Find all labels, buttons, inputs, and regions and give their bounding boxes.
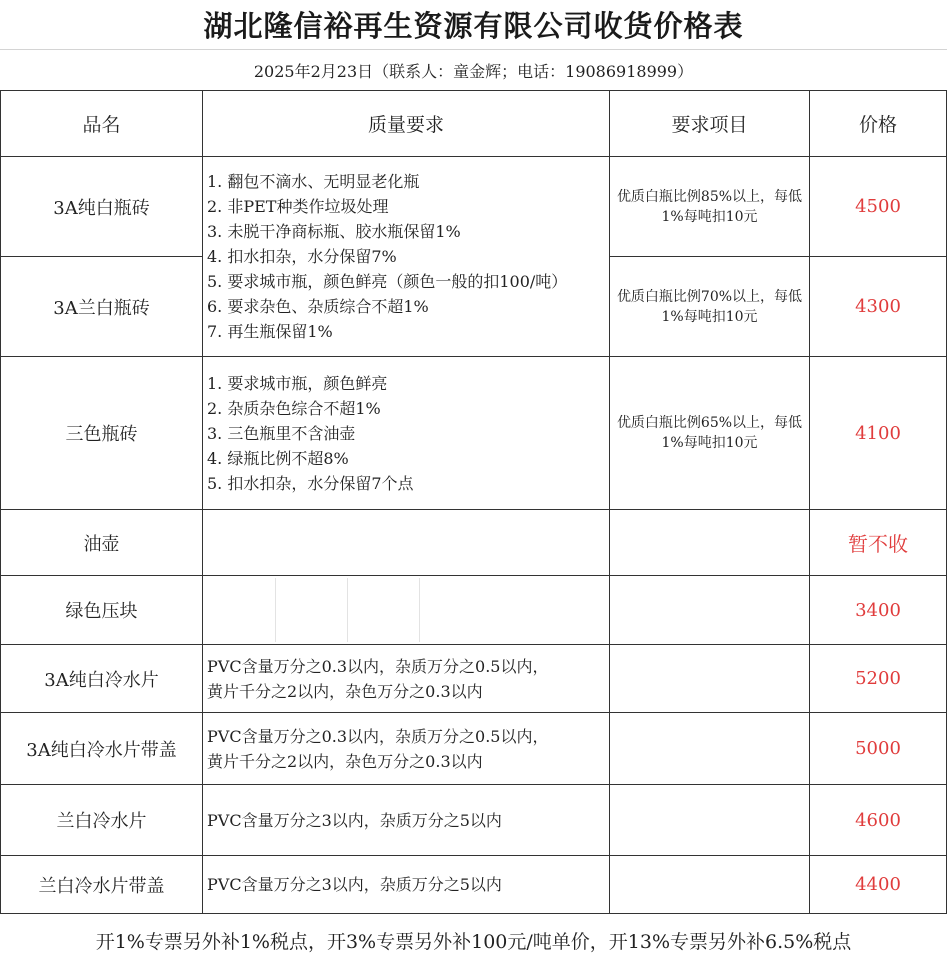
product-name: 三色瓶砖 — [1, 357, 203, 510]
requirement-empty — [610, 785, 810, 856]
requirement-item: 优质白瓶比例65%以上，每低1%每吨扣10元 — [610, 357, 810, 510]
header-price: 价格 — [810, 91, 947, 157]
product-name: 3A兰白瓶砖 — [1, 257, 203, 357]
quality-line: 2. 非PET种类作垃圾处理 — [207, 197, 389, 216]
quality-line: 2. 杂质杂色综合不超1% — [207, 398, 381, 418]
product-name: 3A纯白冷水片带盖 — [1, 713, 203, 785]
quality-line: 黄片千分之2以内，杂色万分之0.3以内 — [207, 751, 483, 771]
quality-line: 7. 再生瓶保留1% — [207, 322, 333, 341]
quality-requirements — [203, 713, 610, 785]
header-requirement: 要求项目 — [610, 91, 810, 157]
quality-empty — [203, 510, 610, 576]
quality-line: 黄片千分之2以内，杂色万分之0.3以内 — [207, 681, 483, 701]
document-title: 湖北隆信裕再生资源有限公司收货价格表 — [0, 0, 947, 50]
requirement-empty — [610, 510, 810, 576]
product-name: 绿色压块 — [1, 576, 203, 645]
product-name: 3A纯白冷水片 — [1, 645, 203, 713]
quality-line: 5. 扣水扣杂，水分保留7个点 — [207, 473, 414, 493]
tax-note-footer: 开1%专票另外补1%税点，开3%专票另外补100元/吨单价，开13%专票另外补6.5%税点 — [95, 931, 852, 953]
requirement-empty — [610, 576, 810, 645]
quality-line: 1. 翻包不滴水、无明显老化瓶 — [207, 172, 420, 191]
table-header-row — [1, 91, 947, 157]
table-row — [1, 645, 947, 713]
product-name: 油壶 — [1, 510, 203, 576]
table-row — [1, 576, 947, 645]
quality-line: 5. 要求城市瓶，颜色鲜亮（颜色一般的扣100/吨） — [207, 272, 568, 291]
table-row — [1, 713, 947, 785]
price-table — [0, 90, 947, 914]
quality-line: 3. 三色瓶里不含油壶 — [207, 423, 356, 443]
table-row — [1, 510, 947, 576]
price-value: 4600 — [810, 785, 947, 856]
quality-line: PVC含量万分之0.3以内，杂质万分之0.5以内， — [207, 726, 549, 746]
quality-requirements — [203, 856, 610, 914]
table-row — [1, 785, 947, 856]
price-value: 4300 — [810, 257, 947, 357]
table-row — [1, 157, 947, 257]
quality-line: PVC含量万分之3以内，杂质万分之5以内 — [207, 810, 502, 830]
requirement-empty — [610, 645, 810, 713]
quality-line: 6. 要求杂色、杂质综合不超1% — [207, 297, 429, 316]
quality-requirements — [203, 357, 610, 510]
quality-requirements — [203, 785, 610, 856]
requirement-item: 优质白瓶比例70%以上，每低1%每吨扣10元 — [610, 257, 810, 357]
table-row — [1, 856, 947, 914]
price-value: 5200 — [810, 645, 947, 713]
table-row — [1, 357, 947, 510]
quality-requirements-bottle — [203, 157, 610, 357]
price-value: 4500 — [810, 157, 947, 257]
quality-line: 1. 要求城市瓶，颜色鲜亮 — [207, 373, 388, 393]
price-value: 4400 — [810, 856, 947, 914]
price-value: 4100 — [810, 357, 947, 510]
product-name: 兰白冷水片 — [1, 785, 203, 856]
requirement-item: 优质白瓶比例85%以上，每低1%每吨扣10元 — [610, 157, 810, 257]
header-name: 品名 — [1, 91, 203, 157]
quality-line: 4. 扣水扣杂，水分保留7% — [207, 247, 397, 266]
faint-gridlines — [203, 578, 609, 642]
quality-requirements — [203, 645, 610, 713]
date-contact-line: 2025年2月23日（联系人：童金辉；电话：19086918999） — [253, 61, 694, 81]
quality-empty — [203, 576, 610, 645]
quality-line: 4. 绿瓶比例不超8% — [207, 448, 349, 468]
price-value: 暂不收 — [810, 510, 947, 576]
requirement-empty — [610, 713, 810, 785]
product-name: 3A纯白瓶砖 — [1, 157, 203, 257]
header-quality: 质量要求 — [203, 91, 610, 157]
price-value: 3400 — [810, 576, 947, 645]
product-name: 兰白冷水片带盖 — [1, 856, 203, 914]
quality-line: 3. 未脱干净商标瓶、胶水瓶保留1% — [207, 222, 461, 241]
quality-line: PVC含量万分之3以内，杂质万分之5以内 — [207, 875, 502, 894]
quality-line: PVC含量万分之0.3以内，杂质万分之0.5以内， — [207, 656, 549, 676]
price-value: 5000 — [810, 713, 947, 785]
requirement-empty — [610, 856, 810, 914]
